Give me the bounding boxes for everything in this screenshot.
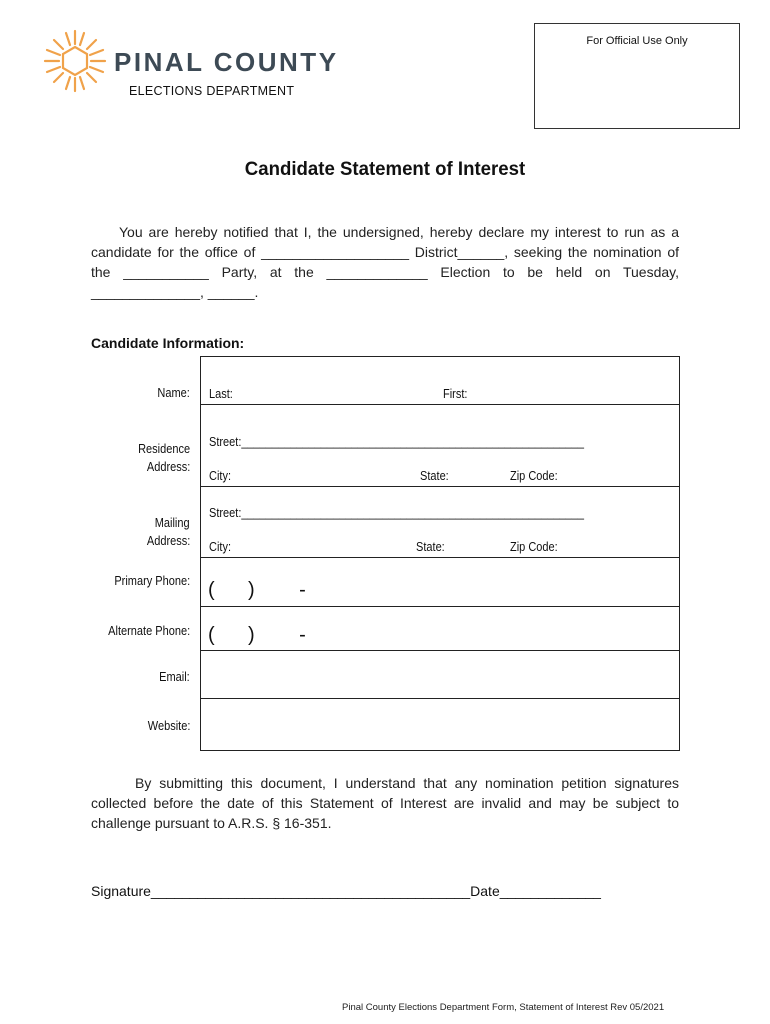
signature-date-line[interactable]: Signature_________________________________________Date_____________ bbox=[91, 883, 601, 899]
website-field[interactable] bbox=[201, 699, 679, 749]
sun-burst-logo-icon bbox=[42, 28, 108, 94]
row-divider bbox=[201, 557, 679, 558]
last-name-field-label[interactable]: Last: bbox=[209, 387, 233, 401]
mailing-state-field[interactable]: State: bbox=[416, 540, 445, 554]
acknowledgement-paragraph bbox=[91, 773, 679, 833]
email-field[interactable] bbox=[201, 651, 679, 697]
form-title: Candidate Statement of Interest bbox=[244, 159, 526, 180]
official-use-box bbox=[534, 23, 740, 129]
row-divider bbox=[201, 486, 679, 487]
primary-phone-label: Primary Phone: bbox=[114, 574, 190, 588]
department-name: ELECTIONS DEPARTMENT bbox=[129, 84, 295, 98]
intro-paragraph bbox=[91, 222, 679, 302]
residence-label-line1: Residence bbox=[138, 442, 190, 456]
row-divider bbox=[201, 404, 679, 405]
form-footer: Pinal County Elections Department Form, Statement of Interest Rev 05/2021 bbox=[342, 1002, 665, 1013]
residence-city-field[interactable]: City: bbox=[209, 469, 231, 483]
mailing-zip-field[interactable]: Zip Code: bbox=[510, 540, 558, 554]
acknowledgement-text: By submitting this document, I understand that any nomination petition signatures collected before the date of this Statement of Interest are invalid and may be subject to challenge pursuant to A.R.S. § 16-351. bbox=[91, 775, 679, 831]
residence-label-line2: Address: bbox=[146, 460, 190, 474]
residence-street-field[interactable]: Street:________________________________________________________ bbox=[209, 435, 585, 449]
mailing-label-line1: Mailing bbox=[155, 516, 190, 530]
alternate-phone-field[interactable]: ( ) - bbox=[208, 624, 306, 646]
primary-phone-field[interactable]: ( ) - bbox=[208, 579, 306, 601]
name-row-label: Name: bbox=[157, 386, 190, 400]
official-use-label: For Official Use Only bbox=[586, 35, 688, 47]
mailing-label-line2: Address: bbox=[146, 534, 190, 548]
alternate-phone-label: Alternate Phone: bbox=[108, 624, 190, 638]
row-divider bbox=[201, 606, 679, 607]
residence-state-field[interactable]: State: bbox=[420, 469, 449, 483]
first-name-field-label[interactable]: First: bbox=[443, 387, 468, 401]
candidate-info-heading: Candidate Information: bbox=[91, 335, 245, 351]
email-label: Email: bbox=[159, 670, 190, 684]
website-label: Website: bbox=[147, 719, 190, 733]
residence-zip-field[interactable]: Zip Code: bbox=[510, 469, 558, 483]
mailing-city-field[interactable]: City: bbox=[209, 540, 231, 554]
intro-text: You are hereby notified that I, the undersigned, hereby declare my interest to run as a candidate for the office of ___________________ District______, seeking the nomination of the ___________ Party, at the _____________ Election to be held on Tuesday, ______________, ______. bbox=[91, 224, 679, 300]
candidate-info-table bbox=[200, 356, 680, 751]
mailing-street-field[interactable]: Street:________________________________________________________ bbox=[209, 506, 585, 520]
county-brand-name: PINAL COUNTY bbox=[114, 47, 339, 77]
